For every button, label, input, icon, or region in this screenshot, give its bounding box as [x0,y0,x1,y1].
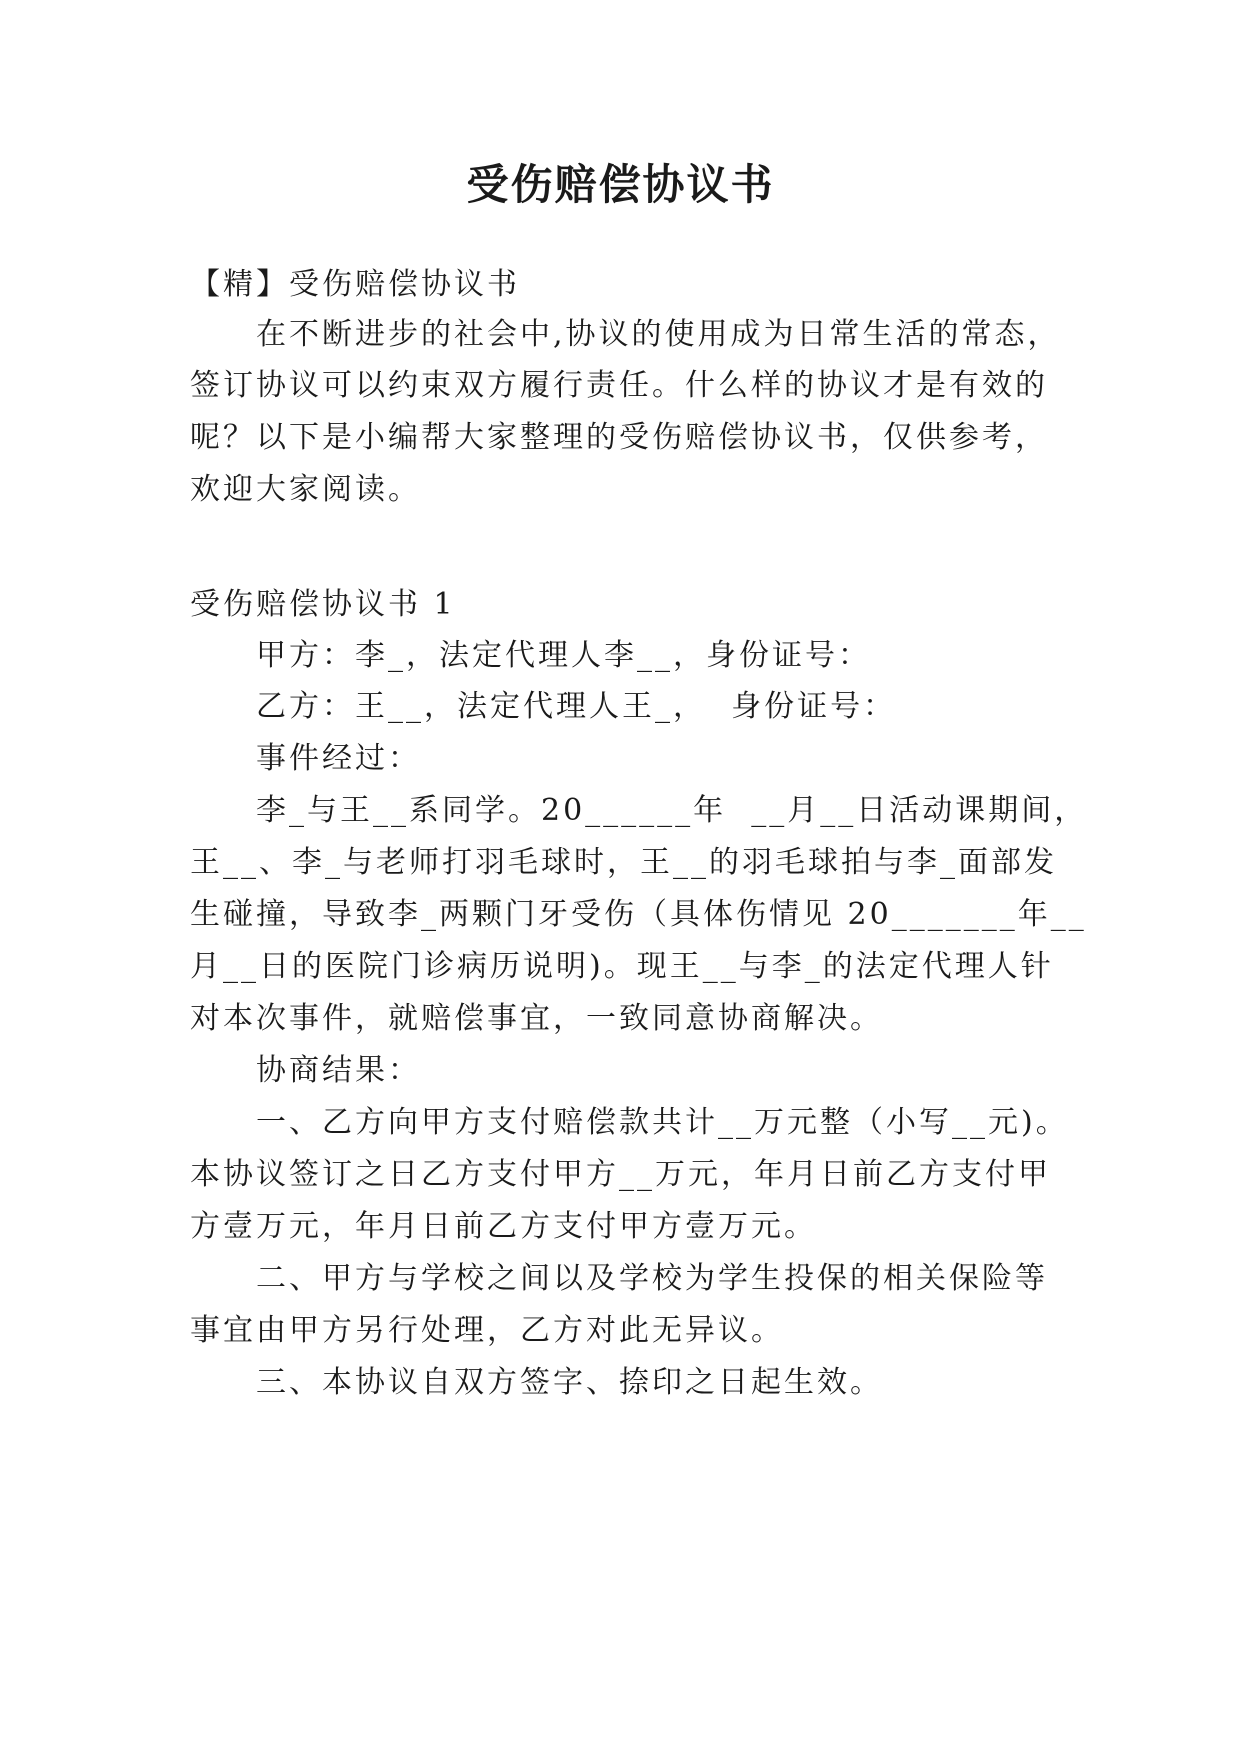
document-title: 受伤赔偿协议书 [466,160,775,209]
event-line-3: 生碰撞，导致李_两颗门牙受伤（具体伤情见 20_______年__ [190,897,1087,932]
event-heading: 事件经过： [256,741,421,776]
clause-1-line-2: 本协议签订之日乙方支付甲方__万元，年月日前乙方支付甲 [190,1157,1051,1192]
clause-1-line-1: 一、乙方向甲方支付赔偿款共计__万元整（小写__元)。 [256,1105,1069,1140]
party-b-line: 乙方：王__，法定代理人王_， 身份证号： [256,689,897,724]
clause-1-line-3: 方壹万元，年月日前乙方支付甲方壹万元。 [190,1209,817,1244]
section-heading: 受伤赔偿协议书 1 [190,587,456,622]
clause-3-line-1: 三、本协议自双方签字、捺印之日起生效。 [256,1365,883,1400]
intro-line-3: 呢？以下是小编帮大家整理的受伤赔偿协议书，仅供参考， [190,420,1048,455]
result-heading: 协商结果： [256,1053,421,1088]
party-a-line: 甲方：李_，法定代理人李__，身份证号： [256,638,871,673]
event-line-1: 李_与王__系同学。20______年 __月__日活动课期间， [256,793,1088,828]
event-line-4: 月__日的医院门诊病历说明)。现王__与李_的法定代理人针 [190,949,1054,984]
intro-line-2: 签订协议可以约束双方履行责任。什么样的协议才是有效的 [190,368,1048,403]
clause-2-line-1: 二、甲方与学校之间以及学校为学生投保的相关保险等 [256,1261,1048,1296]
intro-line-4: 欢迎大家阅读。 [190,472,421,507]
clause-2-line-2: 事宜由甲方另行处理，乙方对此无异议。 [190,1313,784,1348]
subtitle-line: 【精】受伤赔偿协议书 [190,267,520,302]
event-line-2: 王__、李_与老师打羽毛球时，王__的羽毛球拍与李_面部发 [190,845,1057,880]
event-line-5: 对本次事件，就赔偿事宜，一致同意协商解决。 [190,1001,883,1036]
intro-line-1: 在不断进步的社会中,协议的使用成为日常生活的常态， [256,317,1061,352]
